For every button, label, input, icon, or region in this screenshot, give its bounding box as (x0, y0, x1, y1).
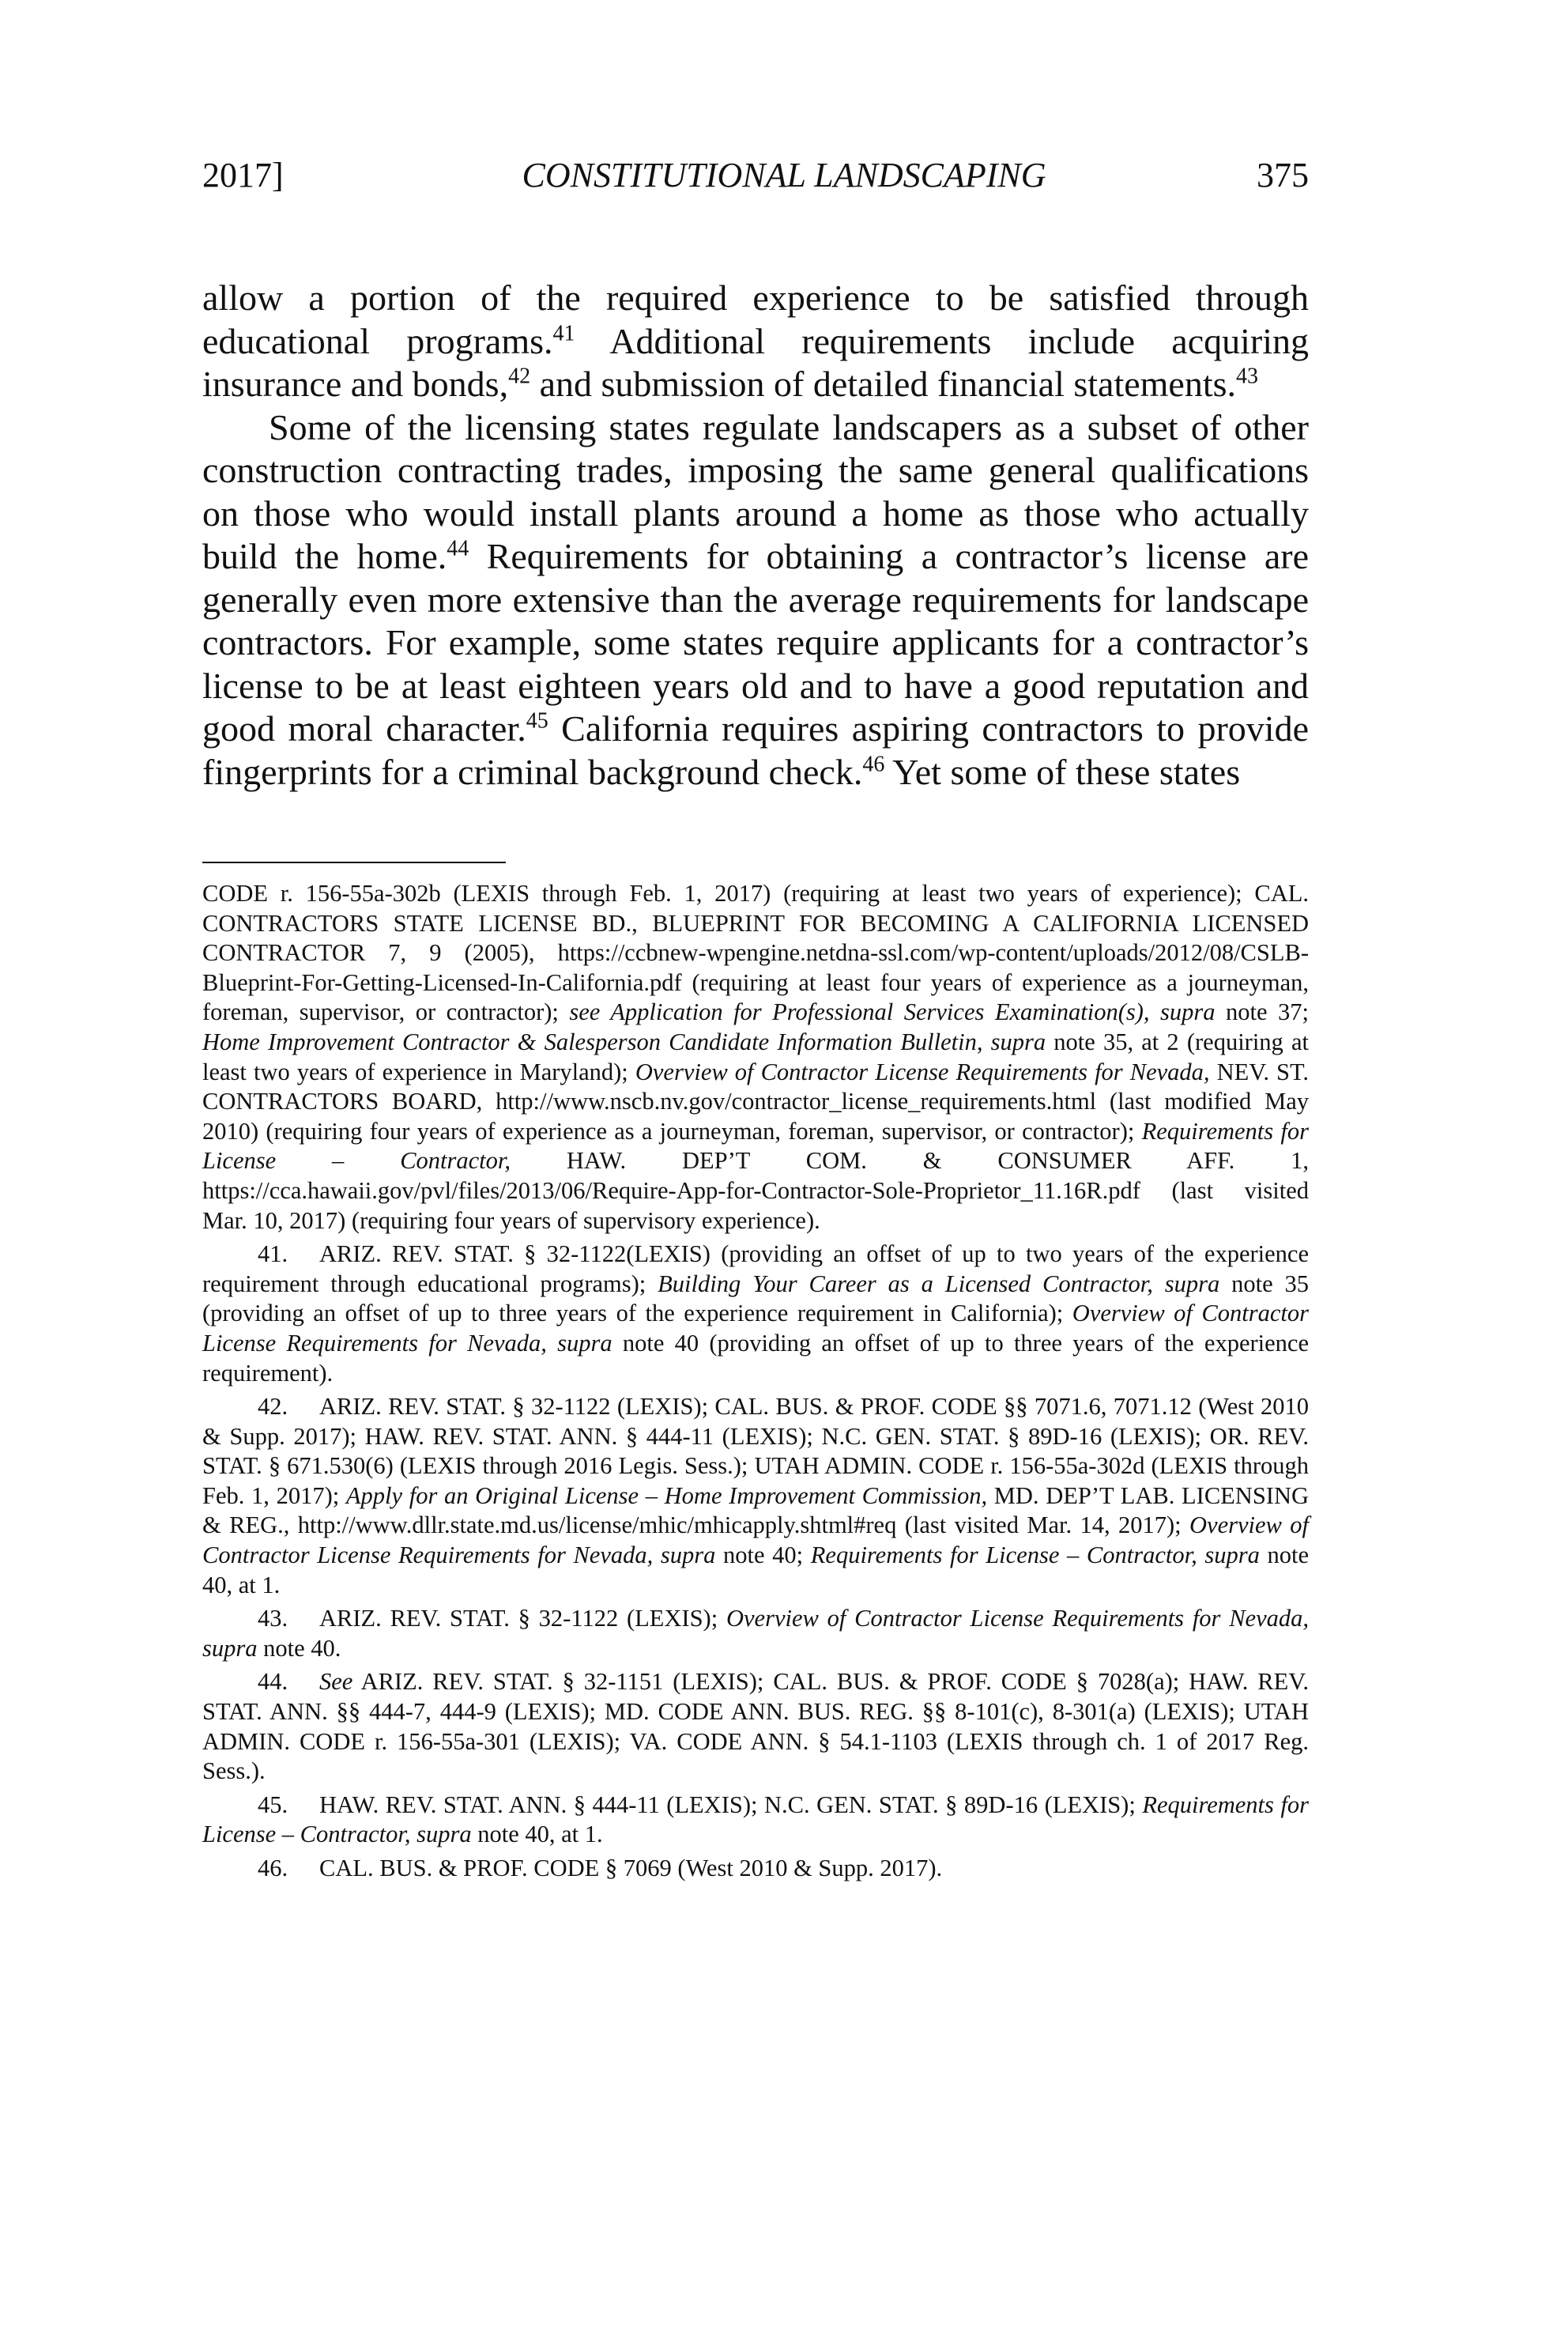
footnote-number: 41. (258, 1240, 288, 1268)
footnote-45: 45. HAW. REV. STAT. ANN. § 444-11 (LEXIS); N.C. GEN. STAT. § 89D-16 (LEXIS); Requirements for License – Contractor, supra note 40, at 1. (202, 1791, 1309, 1848)
footnote-42: 42. ARIZ. REV. STAT. § 32-1122 (LEXIS); CAL. BUS. & PROF. CODE §§ 7071.6, 7071.12 (West 2010 & Supp. 2017); HAW. REV. STAT. ANN. § 444-11 (LEXIS); N.C. GEN. STAT. § 89D-16 (LEXIS); OR. REV. STAT. § 671.530(6) (LEXIS through 2016 Legis. Sess.); UTAH ADMIN. CODE r. 156-55a-302d (LEXIS through Feb. 1, 2017); Apply for an Original License – Home Improvement Commission, MD. DEP’T LAB. LICENSING & REG., http://www.dllr.state.md.us/license/mhic/mhicapply.shtml#req (last visited Mar. 14, 2017); Overview of Contractor License Requirements for Nevada, supra note 40; Requirements for License – Contractor, supra note 40, at 1. (202, 1393, 1310, 1598)
footnote-number: 43. (258, 1605, 288, 1632)
footnote-ref-41: 41 (552, 321, 575, 346)
footnote-number: 45. (258, 1791, 288, 1818)
footnote-46: 46. CAL. BUS. & PROF. CODE § 7069 (West 2010 & Supp. 2017). (202, 1854, 1309, 1884)
footnote-40-continued: CODE r. 156-55a-302b (LEXIS through Feb. 1, 2017) (requiring at least two years of experience); CAL. CONTRACTORS STATE LICENSE BD., BLUEPRINT FOR BECOMING A CALIFORNIA LICENSED CONTRACTOR 7, 9 (2005), https://ccbnew-wpengine.netdna-ssl.com/wp-content/uploads/2012/08/CSLB-Blueprint-For-Getting-Licensed-In-California.pdf (requiring at least four years of experience as a journeyman, foreman, supervisor, or contractor); see Application for Professional Services Examination(s), supra note 37; Home Improvement Contractor & Salesperson Candidate Information Bulletin, supra note 35, at 2 (requiring at least two years of experience in Maryland); Overview of Contractor License Requirements for Nevada, NEV. ST. CONTRACTORS BOARD, http://www.nscb.nv.gov/contractor_license_requirements.html (last modified May 2010) (requiring four years of experience as a journeyman, foreman, supervisor, or contractor); Requirements for License – Contractor, HAW. DEP’T COM. & CONSUMER AFF. 1, https://cca.hawaii.gov/pvl/files/2013/06/Require-App-for-Contractor-Sole-Proprietor_11.16R.pdf (last visited Mar. 10, 2017) (requiring four years of supervisory experience). (202, 880, 1309, 1234)
footnote-number: 44. (258, 1668, 288, 1696)
volume-year: 2017] (202, 156, 284, 194)
footnote-ref-46: 46 (862, 752, 885, 777)
footnotes (202, 879, 1309, 1888)
paragraph-1: allow a portion of the required experience to be satisfied through educational programs.$^{41}$ Additional requirements include acquiring insurance and bonds,$^{42}$ and submission of detailed financial statements.$^{43}$ (202, 277, 1309, 404)
footnote-43: 43. ARIZ. REV. STAT. § 32-1122 (LEXIS); Overview of Contractor License Requirements for Nevada, supra note 40. (202, 1605, 1310, 1662)
footnote-number: 42. (258, 1393, 288, 1421)
footnote-ref-42: 42 (508, 364, 531, 389)
running-header (0, 155, 1568, 210)
footnote-number: 46. (258, 1855, 288, 1881)
footnote-44: 44. See ARIZ. REV. STAT. § 32-1151 (LEXIS); CAL. BUS. & PROF. CODE § 7028(a); HAW. REV. STAT. ANN. §§ 444-7, 444-9 (LEXIS); MD. CODE ANN. BUS. REG. §§ 8-101(c), 8-301(a) (LEXIS); UTAH ADMIN. CODE r. 156-55a-301 (LEXIS); VA. CODE ANN. § 54.1-1103 (LEXIS through ch. 1 of 2017 Reg. Sess.). (202, 1668, 1309, 1785)
footnote-ref-43: 43 (1236, 364, 1259, 389)
footnote-41: 41. ARIZ. REV. STAT. § 32-1122(LEXIS) (providing an offset of up to two years of the experience requirement through educational programs); Building Your Career as a Licensed Contractor, supra note 35 (providing an offset of up to three years of the experience requirement in California); Overview of Contractor License Requirements for Nevada, supra note 40 (providing an offset of up to three years of the experience requirement). (202, 1240, 1310, 1387)
footnote-ref-45: 45 (526, 708, 548, 734)
page-number: 375 (1257, 156, 1309, 194)
main-text (202, 277, 1309, 794)
footnote-ref-44: 44 (447, 536, 469, 561)
footnote-divider (202, 862, 506, 863)
paragraph-2: Some of the licensing states regulate landscapers as a subset of other construction contracting trades, imposing the same general qualifications on those who would install plants around a home as those who actually build the home.$^{44}$ Requirements for obtaining a contractor’s license are generally even more extensive than the average requirements for landscape contractors. For example, some states require applicants for a contractor’s license to be at least eighteen years old and to have a good reputation and good moral character.$^{45}$ California requires aspiring contractors to provide fingerprints for a criminal background check.$^{46}$ Yet some of these states (202, 406, 1309, 792)
running-title: CONSTITUTIONAL LANDSCAPING (522, 156, 1046, 194)
